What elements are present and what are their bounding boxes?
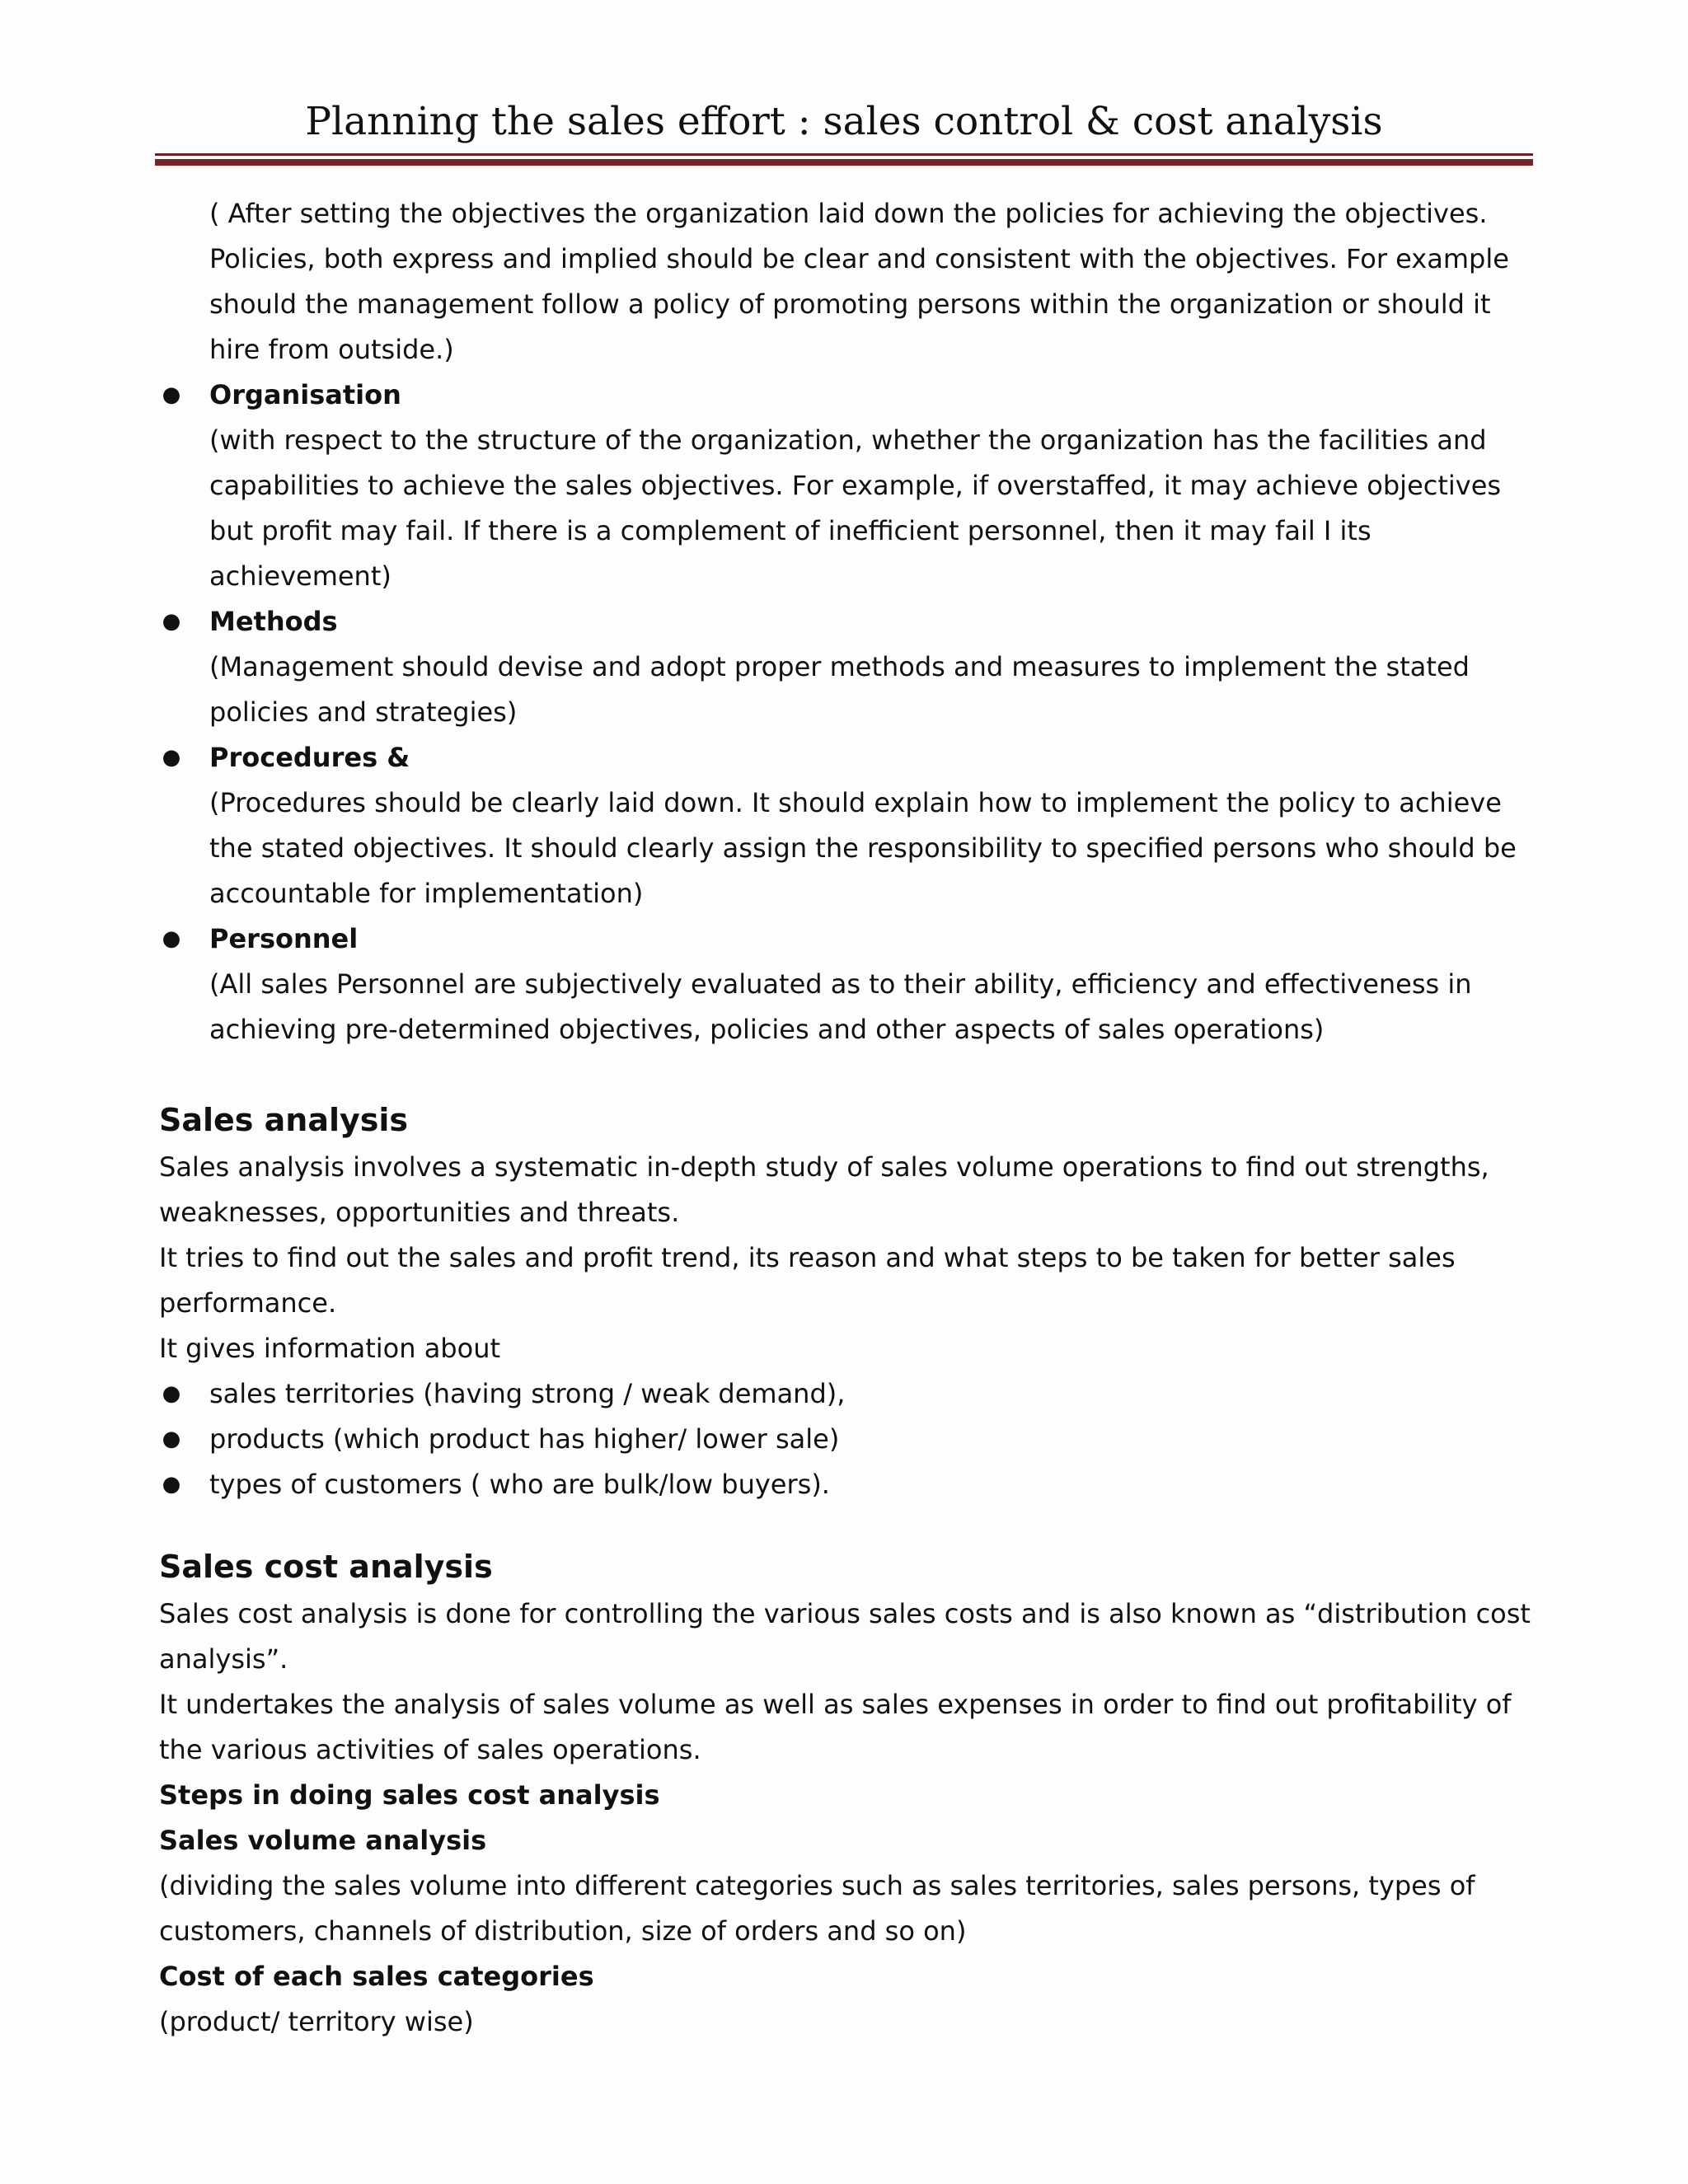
list-item-organisation: [159, 373, 1544, 599]
list-item: [159, 1462, 1544, 1507]
bullet-icon: ●: [162, 745, 181, 770]
item-text: (All sales Personnel are subjectively evaluated as to their ability, efficiency and effectiveness in achieving pre-determined objectives, policies and other aspects of sales operations): [209, 968, 1472, 1045]
policies-paragraph: ( After setting the objectives the organization laid down the policies for achieving the objectives. Policies, both express and implied should be clear and consistent with the objectives. For example should the management follow a policy of promoting persons within the organization or should it hire from outside.): [209, 198, 1509, 365]
sales-analysis-heading: Sales analysis: [159, 1102, 409, 1138]
item-text: (with respect to the structure of the organization, whether the organization has the facilities and capabilities to achieve the sales objectives. For example, if overstaffed, it may achieve objectives but profit may fail. If there is a complement of inefficient personnel, then it may fail I its achievement): [209, 424, 1502, 592]
bullet-icon: ●: [162, 382, 181, 407]
bullet-icon: ●: [162, 1472, 181, 1497]
item-title: Procedures &: [209, 742, 410, 773]
sales-analysis-para-1: Sales analysis involves a systematic in-depth study of sales volume operations to find out strengths, weaknesses, opportunities and threats.: [159, 1151, 1489, 1228]
item-text: (Management should devise and adopt proper methods and measures to implement the stated policies and strategies): [209, 651, 1470, 728]
item-text: (Procedures should be clearly laid down. It should explain how to implement the policy to achieve the stated objectives. It should clearly assign the responsibility to specified persons who should be accountable for implementation): [209, 787, 1517, 909]
list-item-personnel: [159, 916, 1544, 1052]
header-rule-thin: [155, 153, 1533, 156]
list-item-text: sales territories (having strong / weak demand),: [209, 1378, 846, 1409]
bullet-icon: ●: [162, 1427, 181, 1451]
cost-categories-heading: Cost of each sales categories: [159, 1961, 594, 1992]
list-item-methods: [159, 599, 1544, 735]
item-title: Personnel: [209, 923, 359, 954]
item-title: Organisation: [209, 379, 401, 410]
list-item-procedures: [159, 735, 1544, 916]
bullet-icon: ●: [162, 609, 181, 634]
item-title: Methods: [209, 606, 338, 637]
sales-cost-para-2: It undertakes the analysis of sales volume as well as sales expenses in order to find out profitability of the various activities of sales operations.: [159, 1689, 1512, 1765]
page-title: Planning the sales effort : sales control & cost analysis: [305, 99, 1383, 144]
document-body: [159, 191, 1544, 2045]
list-item-text: products (which product has higher/ lower sale): [209, 1423, 840, 1455]
bullet-icon: ●: [162, 926, 181, 951]
sales-volume-text: (dividing the sales volume into different categories such as sales territories, sales persons, types of customers, channels of distribution, size of orders and so on): [159, 1870, 1475, 1947]
cost-categories-text: (product/ territory wise): [159, 2006, 474, 2037]
header-rule-thick: [155, 159, 1533, 166]
sales-analysis-para-3: It gives information about: [159, 1333, 501, 1364]
steps-heading: Steps in doing sales cost analysis: [159, 1779, 660, 1811]
sales-cost-analysis-heading: Sales cost analysis: [159, 1549, 493, 1585]
list-item-text: types of customers ( who are bulk/low buyers).: [209, 1469, 830, 1500]
sales-volume-heading: Sales volume analysis: [159, 1825, 487, 1856]
bullet-icon: ●: [162, 1381, 181, 1406]
list-item: [159, 1371, 1544, 1417]
sales-cost-para-1: Sales cost analysis is done for controlling the various sales costs and is also known as “distribution cost analysis”.: [159, 1598, 1531, 1675]
list-item: [159, 1417, 1544, 1462]
sales-analysis-para-2: It tries to find out the sales and profit trend, its reason and what steps to be taken for better sales performance.: [159, 1242, 1456, 1319]
